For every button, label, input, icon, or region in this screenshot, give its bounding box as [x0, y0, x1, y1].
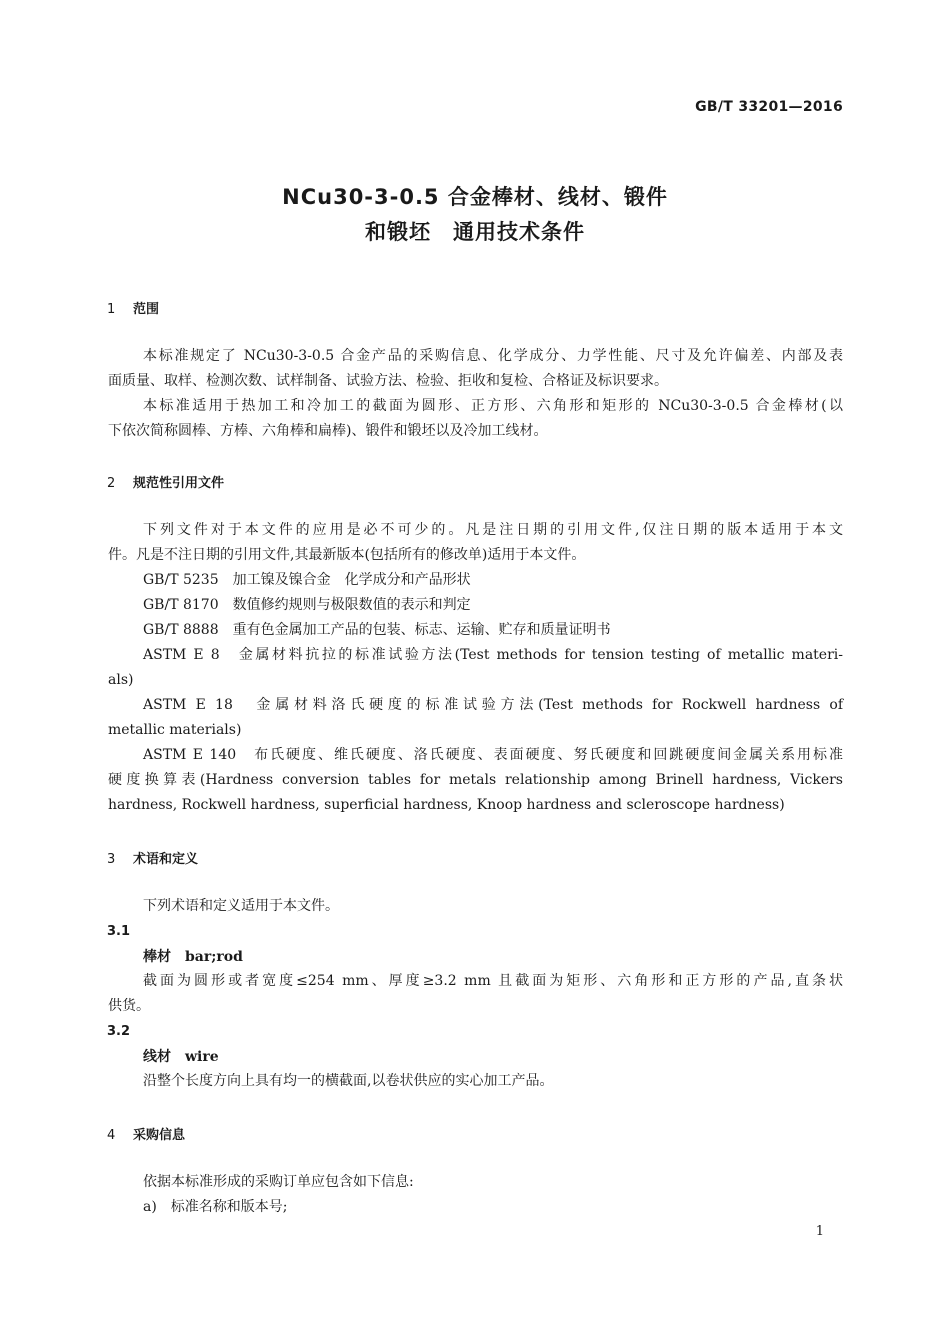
section-4-heading — [107, 1124, 185, 1143]
term-number: 3.1 — [107, 924, 131, 939]
paragraph-line: 本标准规定了 NCu30-3-0.5 合金产品的采购信息、化学成分、力学性能、尺寸及允许偏差、内部及表 — [143, 348, 843, 364]
paragraph-line: 本标准适用于热加工和冷加工的截面为圆形、正方形、六角形和矩形的 NCu30-3-0.5 合金棒材(以 — [143, 398, 843, 414]
normative-reference-continued: 硬度换算表(Hardness conversion tables for metals relationship among Brinell hardness, Vickers — [108, 772, 843, 788]
standard-number: GB/T 33201—2016 — [695, 99, 843, 115]
normative-reference: GB/T 8888 重有色金属加工产品的包装、标志、运输、贮存和质量证明书 — [143, 622, 611, 638]
normative-reference-continued: hardness, Rockwell hardness, superficial hardness, Knoop hardness and scleroscope hardness) — [108, 797, 785, 813]
term-definition: 供货。 — [108, 998, 150, 1014]
term-number: 3.2 — [107, 1024, 131, 1039]
section-number: 1 — [107, 302, 116, 317]
normative-reference: ASTM E 140 布氏硬度、维氏硬度、洛氏硬度、表面硬度、努氏硬度和回跳硬度间金属关系用标准 — [143, 747, 843, 763]
normative-reference-continued: metallic materials) — [108, 722, 242, 738]
section-title: 术语和定义 — [133, 852, 199, 867]
paragraph-line: 下列文件对于本文件的应用是必不可少的。凡是注日期的引用文件,仅注日期的版本适用于本文 — [143, 522, 843, 538]
section-number: 3 — [107, 852, 116, 867]
document-title-line-1: NCu30-3-0.5 合金棒材、线材、锻件 — [282, 185, 668, 209]
paragraph-line: 下列术语和定义适用于本文件。 — [143, 898, 339, 914]
section-title: 采购信息 — [133, 1128, 186, 1143]
paragraph-line: 依据本标准形成的采购订单应包含如下信息: — [143, 1174, 414, 1190]
term-chinese: 棒材 — [143, 949, 171, 965]
document-title-line-2: 和锻坯 通用技术条件 — [365, 220, 585, 244]
page-number: 1 — [815, 1224, 824, 1239]
section-title: 规范性引用文件 — [133, 476, 225, 491]
term-definition: 沿整个长度方向上具有均一的横截面,以卷状供应的实心加工产品。 — [143, 1073, 554, 1089]
section-title: 范围 — [133, 302, 160, 317]
paragraph-line: 面质量、取样、检测次数、试样制备、试验方法、检验、拒收和复检、合格证及标识要求。 — [108, 373, 668, 389]
normative-reference: GB/T 8170 数值修约规则与极限数值的表示和判定 — [143, 597, 471, 613]
section-number: 4 — [107, 1128, 116, 1143]
normative-reference-continued: als) — [108, 672, 134, 688]
section-number: 2 — [107, 476, 116, 491]
term-english: bar;rod — [185, 949, 243, 965]
section-1-heading — [107, 298, 159, 317]
term-entry — [143, 946, 243, 966]
section-3-heading — [107, 848, 198, 867]
normative-reference: ASTM E 8 金属材料抗拉的标准试验方法(Test methods for tension testing of metallic materi- — [143, 647, 843, 663]
term-entry — [143, 1046, 219, 1066]
term-chinese: 线材 — [143, 1049, 171, 1065]
term-english: wire — [185, 1049, 219, 1065]
section-2-heading — [107, 472, 224, 491]
paragraph-line: 件。凡是不注日期的引用文件,其最新版本(包括所有的修改单)适用于本文件。 — [108, 547, 586, 563]
term-definition: 截面为圆形或者宽度≤254 mm、厚度≥3.2 mm 且截面为矩形、六角形和正方形的产品,直条状 — [143, 973, 843, 989]
paragraph-line: 下依次简称圆棒、方棒、六角棒和扁棒)、锻件和锻坯以及冷加工线材。 — [108, 423, 548, 439]
normative-reference: GB/T 5235 加工镍及镍合金 化学成分和产品形状 — [143, 572, 471, 588]
list-item: a) 标准名称和版本号; — [143, 1199, 288, 1215]
normative-reference: ASTM E 18 金属材料洛氏硬度的标准试验方法(Test methods for Rockwell hardness of — [143, 697, 843, 713]
